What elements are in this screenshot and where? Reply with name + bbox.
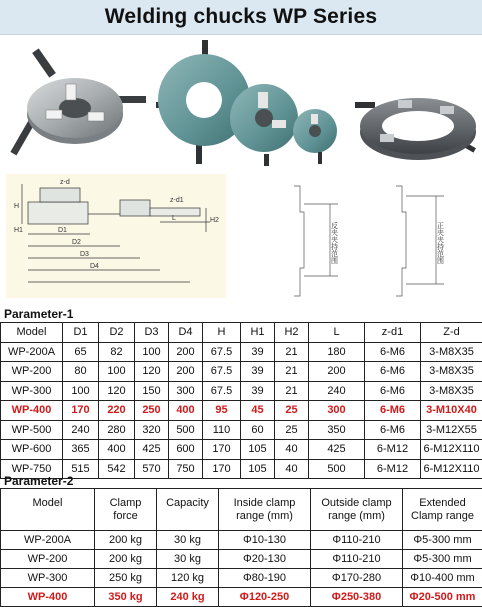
table-cell: WP-300 — [1, 381, 63, 401]
table-cell: 400 — [169, 401, 203, 421]
page-title: Welding chucks WP Series — [105, 5, 377, 29]
photo-ring-chuck — [355, 98, 476, 160]
table-cell: 170 — [63, 401, 99, 421]
label-D1: D1 — [58, 227, 67, 234]
table-cell: 3-M12X55 — [421, 420, 482, 440]
column-header-line: Model — [1, 497, 94, 510]
column-header-line: Extended — [403, 497, 482, 510]
table-cell: 6-M12X110 — [421, 440, 482, 460]
table-cell: 3-M10X40 — [421, 401, 482, 421]
table-cell: 250 — [135, 401, 169, 421]
table-row — [1, 440, 482, 460]
table-cell: 3-M8X35 — [421, 381, 482, 401]
table-cell: Φ10-400 mm — [403, 569, 482, 588]
table-cell: 120 — [135, 362, 169, 382]
table-cell: Φ10-130 — [219, 531, 311, 550]
column-header: D2 — [99, 323, 135, 343]
table-cell: 30 kg — [157, 550, 219, 569]
column-header: H1 — [241, 323, 275, 343]
column-header — [403, 489, 482, 531]
table-cell: 6-M6 — [365, 401, 421, 421]
table-cell: 200 — [169, 342, 203, 362]
table-cell: WP-200A — [1, 531, 95, 550]
column-header: z-d1 — [365, 323, 421, 343]
table-cell: 515 — [63, 459, 99, 479]
label-H: H — [14, 203, 19, 210]
table-cell: 21 — [275, 342, 309, 362]
table-cell: WP-200A — [1, 342, 63, 362]
table-cell: 200 — [309, 362, 365, 382]
column-header-line: Inside clamp — [219, 497, 310, 510]
table-cell: WP-750 — [1, 459, 63, 479]
table-cell: 39 — [241, 381, 275, 401]
label-D4: D4 — [90, 263, 99, 270]
table-cell: Φ120-250 — [219, 588, 311, 607]
parameter-1-table — [0, 322, 482, 479]
parameter-2-table — [0, 488, 482, 607]
table-cell: 67.5 — [203, 381, 241, 401]
table-cell: Φ20-500 mm — [403, 588, 482, 607]
drawing-clamp-range-b — [396, 186, 444, 296]
label-z-d1: z-d1 — [170, 197, 184, 204]
table-cell: Φ20-130 — [219, 550, 311, 569]
column-header: H — [203, 323, 241, 343]
table-cell: 425 — [135, 440, 169, 460]
drawing-side-section — [6, 174, 226, 298]
table-cell: 365 — [63, 440, 99, 460]
table-cell: 6-M12 — [365, 459, 421, 479]
parameter-2-label: Parameter-2 — [4, 474, 73, 488]
parameter-1-label: Parameter-1 — [4, 307, 73, 321]
table-cell: 25 — [275, 420, 309, 440]
table-cell: 30 kg — [157, 531, 219, 550]
table-cell: 40 — [275, 459, 309, 479]
label-clamp-range-forward: 正夹夹持范围 — [437, 222, 445, 264]
table-cell: 6-M12 — [365, 440, 421, 460]
technical-drawings — [0, 172, 482, 300]
table-cell: Φ5-300 mm — [403, 531, 482, 550]
table-cell: 500 — [169, 420, 203, 440]
table-row — [1, 342, 482, 362]
table-cell: WP-400 — [1, 588, 95, 607]
table-row — [1, 401, 482, 421]
table-cell: 200 kg — [95, 550, 157, 569]
table-cell: 220 — [99, 401, 135, 421]
column-header: H2 — [275, 323, 309, 343]
column-header: D1 — [63, 323, 99, 343]
column-header — [311, 489, 403, 531]
column-header: D4 — [169, 323, 203, 343]
table-cell: WP-400 — [1, 401, 63, 421]
table-cell: 170 — [203, 459, 241, 479]
table-cell: 80 — [63, 362, 99, 382]
table-cell: 3-M8X35 — [421, 362, 482, 382]
table-cell: 200 kg — [95, 531, 157, 550]
column-header: Model — [1, 323, 63, 343]
table-cell: 350 kg — [95, 588, 157, 607]
table-cell: 65 — [63, 342, 99, 362]
table-cell: WP-200 — [1, 550, 95, 569]
table-cell: WP-300 — [1, 569, 95, 588]
table-row — [1, 381, 482, 401]
table-cell: Φ110-210 — [311, 550, 403, 569]
table-cell: 400 — [99, 440, 135, 460]
table-cell: 25 — [275, 401, 309, 421]
table-cell: Φ170-280 — [311, 569, 403, 588]
table-cell: 100 — [63, 381, 99, 401]
table-cell: 67.5 — [203, 362, 241, 382]
column-header-line: Capacity — [157, 497, 218, 510]
label-H1: H1 — [14, 227, 23, 234]
column-header: Z-d — [421, 323, 482, 343]
table-cell: WP-500 — [1, 420, 63, 440]
column-header — [157, 489, 219, 531]
table-cell: 350 — [309, 420, 365, 440]
column-header — [219, 489, 311, 531]
column-header-line: range (mm) — [311, 510, 402, 523]
table-cell: 120 — [99, 381, 135, 401]
photo-teal-chucks — [156, 40, 337, 166]
drawing-clamp-range-a — [294, 186, 338, 296]
column-header-line: Clamp range — [403, 510, 482, 523]
column-header — [95, 489, 157, 531]
photo-silver-chuck — [10, 48, 146, 155]
table-cell: 542 — [99, 459, 135, 479]
table-cell: 95 — [203, 401, 241, 421]
table-cell: 300 — [169, 381, 203, 401]
table-cell: 100 — [99, 362, 135, 382]
table-cell: 45 — [241, 401, 275, 421]
table-cell: 21 — [275, 381, 309, 401]
table-cell: 39 — [241, 342, 275, 362]
column-header-line — [1, 510, 94, 523]
column-header-line: force — [95, 510, 156, 523]
table-cell: 6-M6 — [365, 342, 421, 362]
label-L: L — [172, 215, 176, 222]
table-cell: 500 — [309, 459, 365, 479]
table-cell: 105 — [241, 440, 275, 460]
table-row — [1, 588, 482, 607]
table-header-row — [1, 489, 482, 531]
table-cell: 67.5 — [203, 342, 241, 362]
table-cell: 240 — [63, 420, 99, 440]
table-cell: 6-M6 — [365, 420, 421, 440]
table-cell: Φ110-210 — [311, 531, 403, 550]
table-cell: 6-M6 — [365, 381, 421, 401]
table-cell: 82 — [99, 342, 135, 362]
column-header: D3 — [135, 323, 169, 343]
column-header — [1, 489, 95, 531]
table-cell: 105 — [241, 459, 275, 479]
column-header-line — [157, 510, 218, 523]
table-cell: 570 — [135, 459, 169, 479]
table-row — [1, 550, 482, 569]
table-cell: Φ250-380 — [311, 588, 403, 607]
table-cell: 250 kg — [95, 569, 157, 588]
label-D3: D3 — [80, 251, 89, 258]
table-cell: 200 — [169, 362, 203, 382]
column-header-line: Clamp — [95, 497, 156, 510]
label-z-d: z-d — [60, 179, 70, 186]
label-H2: H2 — [210, 217, 219, 224]
table-row — [1, 531, 482, 550]
table-cell: WP-200 — [1, 362, 63, 382]
column-header-line: Outside clamp — [311, 497, 402, 510]
column-header-line: range (mm) — [219, 510, 310, 523]
table-cell: Φ5-300 mm — [403, 550, 482, 569]
column-header: L — [309, 323, 365, 343]
table-row — [1, 569, 482, 588]
table-cell: 600 — [169, 440, 203, 460]
title-banner — [0, 0, 482, 35]
table-cell: 39 — [241, 362, 275, 382]
table-row — [1, 420, 482, 440]
table-cell: 280 — [99, 420, 135, 440]
table-cell: 180 — [309, 342, 365, 362]
table-cell: 300 — [309, 401, 365, 421]
table-cell: 6-M6 — [365, 362, 421, 382]
table-cell: 6-M12X110 — [421, 459, 482, 479]
table-cell: 240 kg — [157, 588, 219, 607]
table-cell: 170 — [203, 440, 241, 460]
table-cell: 60 — [241, 420, 275, 440]
table-row — [1, 362, 482, 382]
table-cell: 110 — [203, 420, 241, 440]
label-clamp-range-reverse: 反夹夹持范围 — [331, 221, 339, 264]
table-cell: 21 — [275, 362, 309, 382]
table-cell: WP-600 — [1, 440, 63, 460]
table-cell: 3-M8X35 — [421, 342, 482, 362]
table-cell: 425 — [309, 440, 365, 460]
table-cell: 240 — [309, 381, 365, 401]
table-cell: 100 — [135, 342, 169, 362]
table-cell: 40 — [275, 440, 309, 460]
table-cell: Φ80-190 — [219, 569, 311, 588]
table-cell: 320 — [135, 420, 169, 440]
table-cell: 120 kg — [157, 569, 219, 588]
product-photos — [0, 36, 482, 166]
label-D2: D2 — [72, 239, 81, 246]
table-cell: 750 — [169, 459, 203, 479]
table-header-row — [1, 323, 482, 343]
table-cell: 150 — [135, 381, 169, 401]
